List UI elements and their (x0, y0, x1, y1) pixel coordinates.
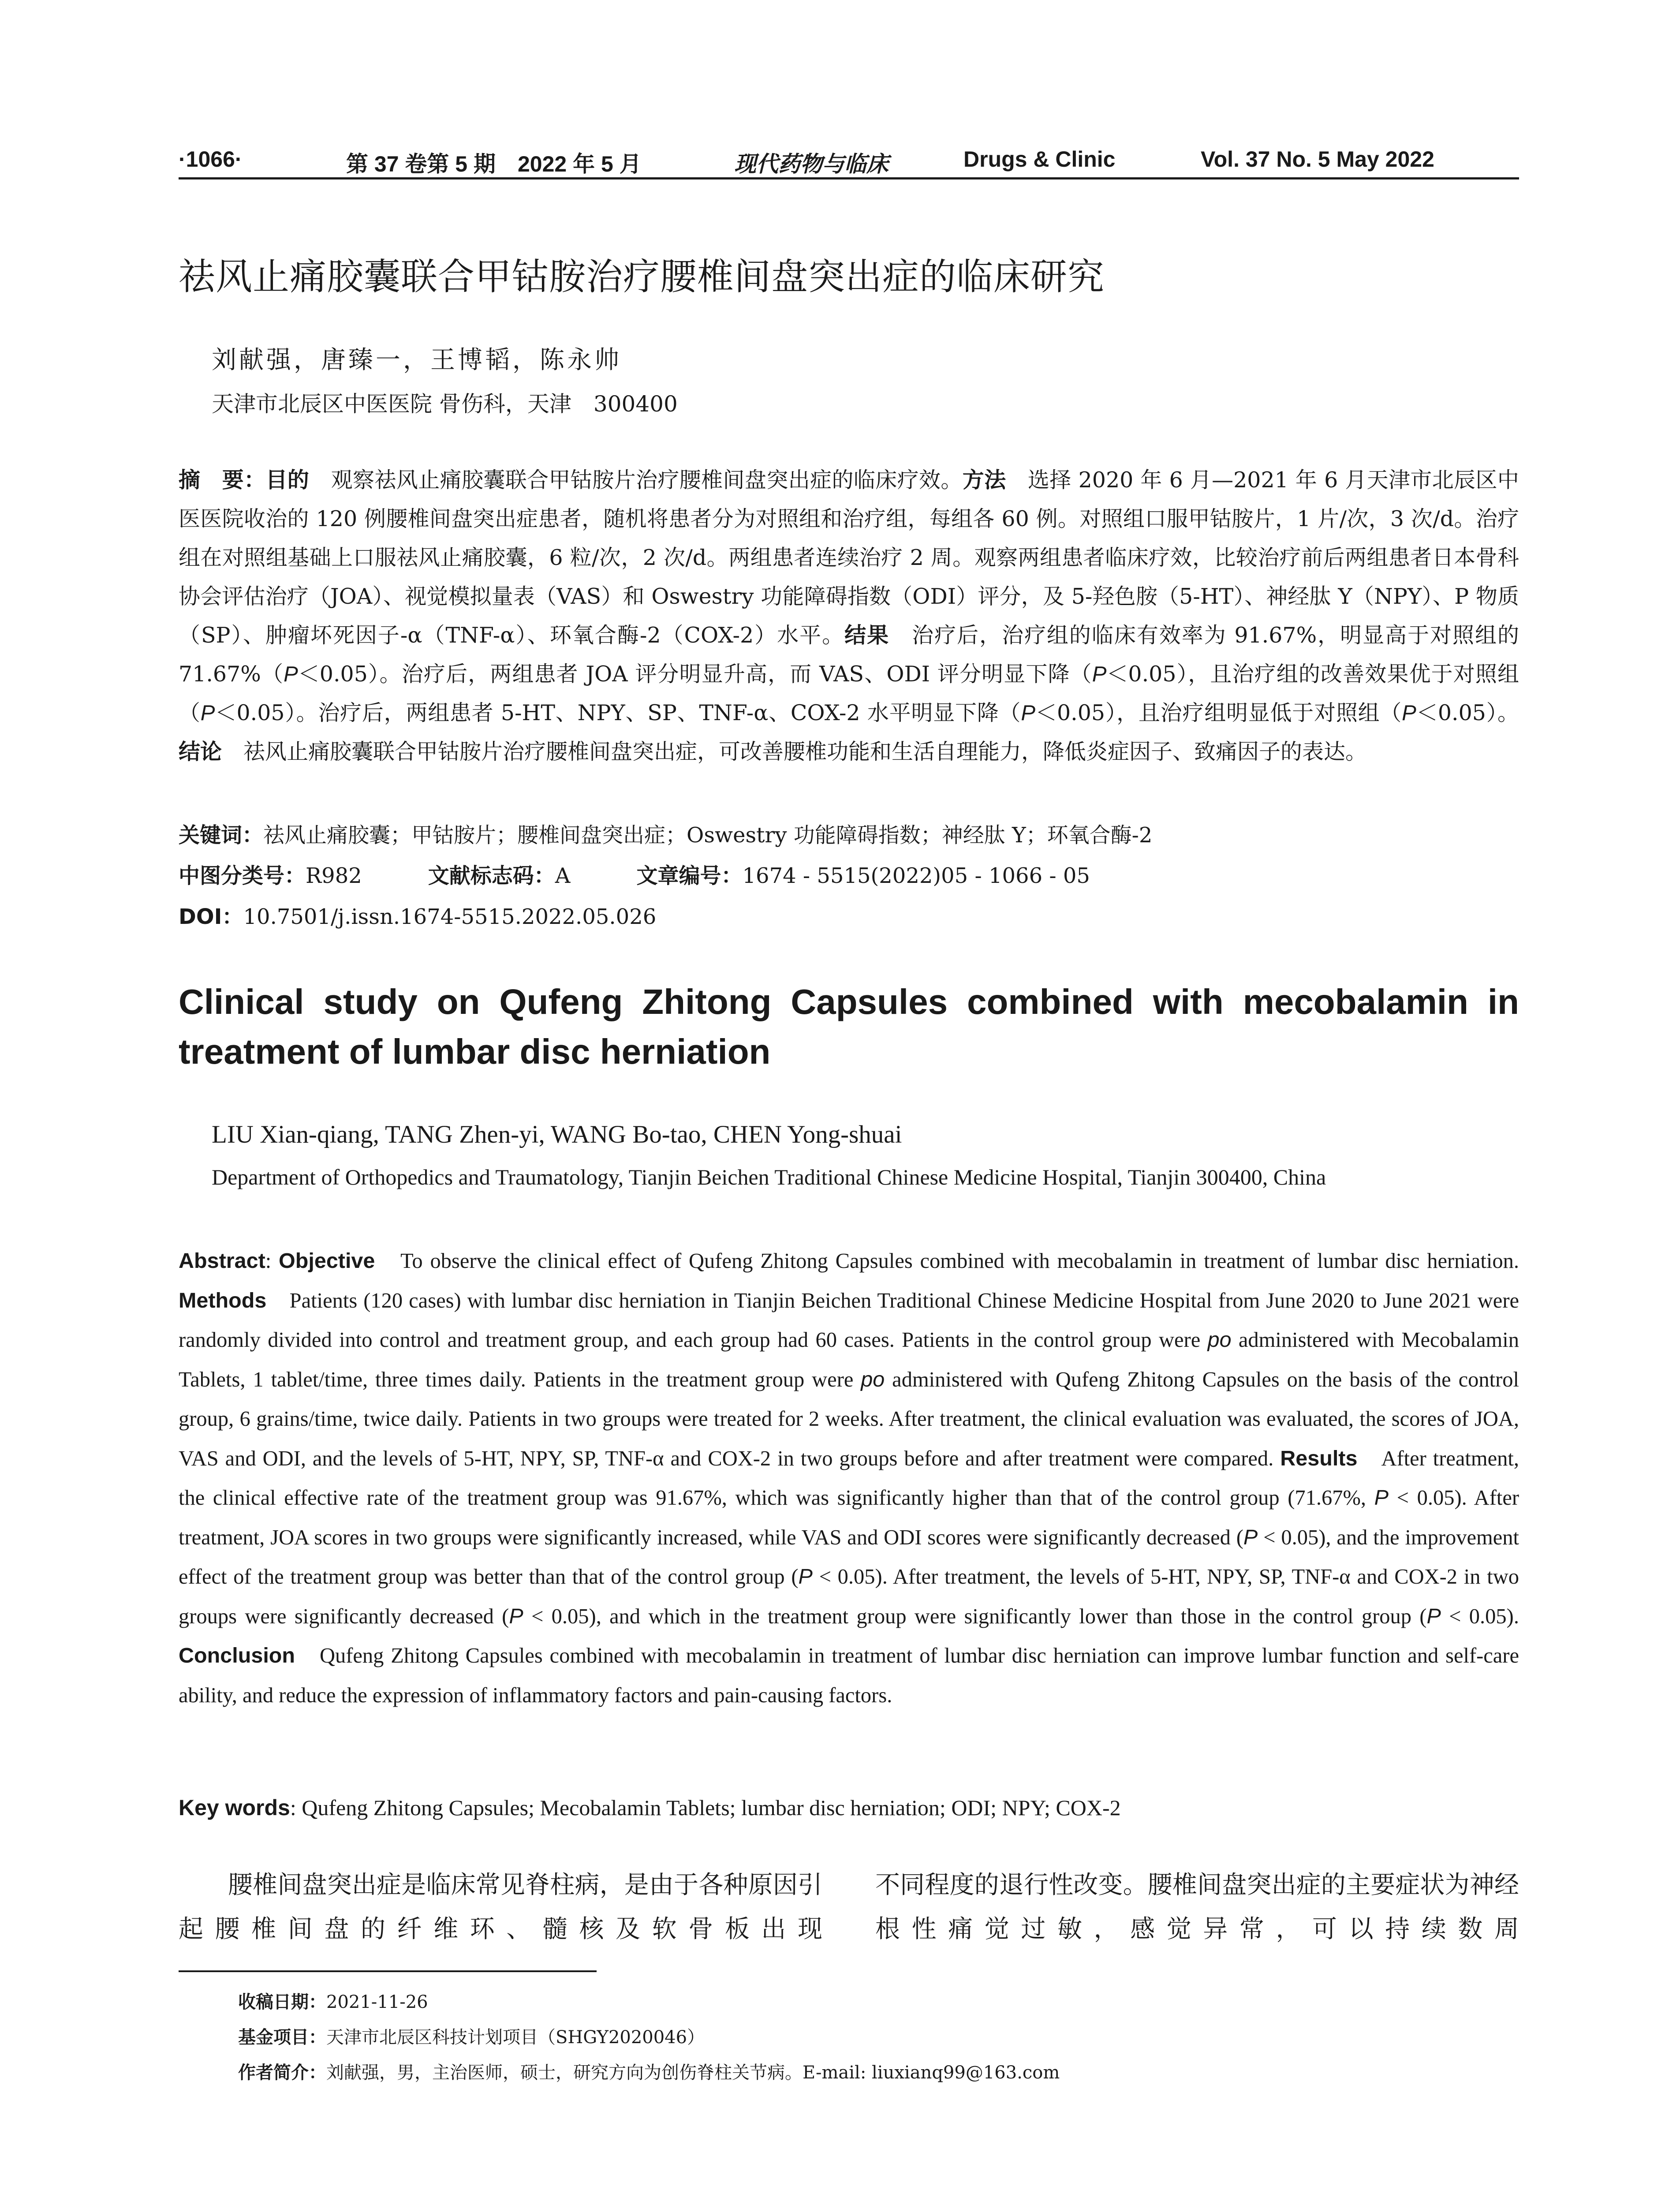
conclusion-label-cn: 结论 (179, 739, 222, 764)
keywords-cn (179, 818, 1152, 848)
objective-label-cn: 目的 (265, 467, 310, 493)
po-abbrev: po (861, 1367, 885, 1391)
doi-value[interactable]: 10.7501/j.issn.1674-5515.2022.05.026 (243, 904, 657, 929)
p-symbol: P (1092, 662, 1107, 686)
affiliation-cn: 天津市北辰区中医医院 骨伤科，天津 300400 (212, 391, 678, 417)
abstract-label-cn: 摘 要： (179, 467, 266, 493)
methods-text-cn: 选择 2020 年 6 月—2021 年 6 月天津市北辰区中医医院收治的 120 例腰椎间盘突出症患者，随机将患者分为对照组和治疗组，每组各 60 例。对照组口服甲钴胺片，1 片/次，3 次/d。治疗组在对照组基础上口服祛风止痛胶囊，6 粒/次，2 次/d。两组患者连续治疗 2 周。观察两组患者临床疗效，比较治疗前后两组患者日本骨科协会评估治疗（JOA）、视觉模拟量表（VAS）和 Oswestry 功能障碍指数（ODI）评分，及 5-羟色胺（5-HT）、神经肽 Y（NPY）、P 物质（SP）、肿瘤坏死因子-α（TNF-α）、环氧合酶-2（COX-2）水平。 (179, 467, 1519, 648)
article-number-value: 1674 - 5515(2022)05 - 1066 - 05 (742, 863, 1090, 888)
article-title-en: Clinical study on Qufeng Zhitong Capsules combined with mecobalamin in treatment of lumbar disc herniation (179, 982, 1519, 1071)
footnote-divider (179, 1970, 597, 1972)
objective-text-cn: 观察祛风止痛胶囊联合甲钴胺片治疗腰椎间盘突出症的临床疗效。 (309, 467, 963, 493)
results-text-en: < 0.05), and which in the treatment group were significantly lower than those in the control group ( (523, 1604, 1427, 1628)
volume-info-en: Vol. 37 No. 5 May 2022 (1201, 147, 1434, 172)
keywords-label-en: Key words (179, 1795, 290, 1820)
results-label-cn: 结果 (844, 623, 890, 648)
results-text-en: < 0.05). (1441, 1604, 1519, 1628)
objective-text-en: To observe the clinical effect of Qufeng Zhitong Capsules combined with mecobalamin in treatment of lumbar disc herniation. (375, 1249, 1519, 1273)
po-abbrev: po (1207, 1328, 1232, 1352)
keywords-value-en: Qufeng Zhitong Capsules; Mecobalamin Tablets; lumbar disc herniation; ODI; NPY; COX-2 (302, 1795, 1121, 1820)
funding-value: 天津市北辰区科技计划项目（SHGY2020046） (326, 2027, 705, 2048)
class-number-value: R982 (306, 863, 362, 888)
abstract-label-en: Abstract (179, 1249, 265, 1273)
methods-label-en: Methods (179, 1288, 267, 1312)
results-label-en: Results (1280, 1446, 1358, 1470)
results-text-en: < 0.05). After treatment, the levels of 5-HT, NPY, SP, TNF-α and COX-2 in two groups were significantly decreased ( (179, 1565, 1519, 1628)
objective-label-en: Objective (279, 1249, 375, 1273)
footnote-funding (238, 2023, 705, 2048)
methods-label-cn: 方法 (962, 467, 1006, 493)
page-number: ·1066· (179, 147, 243, 172)
doi-line (179, 900, 656, 930)
keywords-colon: : (290, 1795, 302, 1820)
p-symbol: P (1021, 701, 1035, 725)
results-text-en: After treatment, the clinical effective rate of the treatment group was 91.67%, which was significantly higher than that of the control group (71.67%, (179, 1446, 1519, 1510)
p-symbol: P (798, 1565, 813, 1588)
footnote-received-date (238, 1988, 428, 2013)
results-text-cn: ＜0.05）。治疗后，两组患者 JOA 评分明显升高，而 VAS、ODI 评分明显下降（ (298, 662, 1092, 687)
received-value: 2021-11-26 (326, 1992, 428, 2012)
colon: : (265, 1249, 279, 1273)
keywords-value-cn: 祛风止痛胶囊；甲钴胺片；腰椎间盘突出症；Oswestry 功能障碍指数；神经肽 Y；环氧合酶-2 (263, 823, 1153, 848)
p-symbol: P (1426, 1604, 1441, 1628)
journal-name-en: Drugs & Clinic (963, 147, 1116, 172)
results-text-cn: ＜0.05），且治疗组的改善效果优于对照组（ (179, 662, 1519, 725)
article-number-label: 文章编号： (636, 863, 743, 888)
methods-text-en: administered with Qufeng Zhitong Capsules on the basis of the control group, 6 grains/time, twice daily. Patients in two groups were treated for 2 weeks. After treatment, the clinical evaluation was evaluated, the scores of JOA, VAS and ODI, and the levels of 5-HT, NPY, SP, TNF-α and COX-2 in two groups before and after treatment were compared. (179, 1368, 1519, 1470)
keywords-en (179, 1795, 1121, 1820)
funding-label: 基金项目： (238, 2027, 326, 2048)
document-code-label: 文献标志码： (428, 863, 555, 888)
abstract-cn (179, 461, 1519, 771)
p-symbol: P (1374, 1486, 1389, 1510)
class-number-label: 中图分类号： (179, 863, 306, 888)
volume-info-cn: 第 37 卷第 5 期 2022 年 5 月 (346, 152, 642, 176)
author-bio-label: 作者简介： (238, 2063, 326, 2083)
footnote-author-bio (238, 2059, 1060, 2084)
journal-name-cn: 现代药物与临床 (734, 151, 889, 177)
abstract-en (179, 1241, 1519, 1715)
conclusion-label-en: Conclusion (179, 1644, 295, 1667)
results-text-en: < 0.05). After treatment, JOA scores in two groups were significantly increased, while VAS and ODI scores were significantly decreased ( (179, 1486, 1519, 1549)
results-text-cn: ＜0.05）。 (1416, 700, 1519, 725)
document-code-value: A (555, 863, 571, 888)
received-label: 收稿日期： (238, 1992, 326, 2012)
article-title-cn: 祛风止痛胶囊联合甲钴胺治疗腰椎间盘突出症的临床研究 (179, 255, 1105, 298)
methods-text-en: Patients (120 cases) with lumbar disc herniation in Tianjin Beichen Traditional Chinese Medicine Hospital from June 2020 to June 2021 were randomly divided into control and treatment group, and each group had 60 cases. Patients in the control group were (179, 1289, 1519, 1352)
methods-text-en: administered with Mecobalamin Tablets, 1 tablet/time, three times daily. Patients in the treatment group were (179, 1328, 1519, 1391)
running-header (179, 142, 1519, 179)
conclusion-text-en: Qufeng Zhitong Capsules combined with mecobalamin in treatment of lumbar disc herniation can improve lumbar function and self-care ability, and reduce the expression of inflammatory factors and pain-causing factors. (179, 1644, 1519, 1707)
results-text-cn: ＜0.05）。治疗后，两组患者 5-HT、NPY、SP、TNF-α、COX-2 水平明显下降（ (215, 700, 1021, 725)
classification-line (179, 859, 1090, 889)
authors-en: LIU Xian-qiang, TANG Zhen-yi, WANG Bo-tao, CHEN Yong-shuai (212, 1121, 902, 1148)
conclusion-text-cn: 祛风止痛胶囊联合甲钴胺片治疗腰椎间盘突出症，可改善腰椎功能和生活自理能力，降低炎症因子、致痛因子的表达。 (222, 739, 1367, 764)
keywords-label-cn: 关键词： (179, 823, 264, 848)
results-text-cn: 治疗后，治疗组的临床有效率为 91.67%，明显高于对照组的 71.67%（ (179, 623, 1519, 687)
results-text-cn: ＜0.05），且治疗组明显低于对照组（ (1035, 700, 1402, 725)
p-symbol: P (1243, 1525, 1258, 1549)
body-text-right-column: 不同程度的退行性改变。腰椎间盘突出症的主要症状为神经根性痛觉过敏，感觉异常，可以持续数周 (875, 1871, 1519, 1943)
affiliation-en: Department of Orthopedics and Traumatology, Tianjin Beichen Traditional Chinese Medicine Hospital, Tianjin 300400, China (212, 1165, 1326, 1189)
p-symbol: P (1402, 701, 1416, 725)
p-symbol: P (200, 701, 215, 725)
authors-cn: 刘献强，唐臻一，王博韬，陈永帅 (212, 346, 622, 374)
body-text-left-column: 腰椎间盘突出症是临床常见脊柱病，是由于各种原因引起腰椎间盘的纤维环、髓核及软骨板出现 (179, 1871, 822, 1943)
doi-label: DOI： (179, 904, 243, 929)
p-symbol: P (284, 662, 298, 686)
results-text-en: < 0.05), and the improvement effect of the treatment group was better than that of the control group ( (179, 1525, 1519, 1588)
author-bio-value: 刘献强，男，主治医师，硕士，研究方向为创伤脊柱关节病。E-mail: liuxianq99@163.com (326, 2063, 1060, 2083)
p-symbol: P (509, 1604, 523, 1628)
